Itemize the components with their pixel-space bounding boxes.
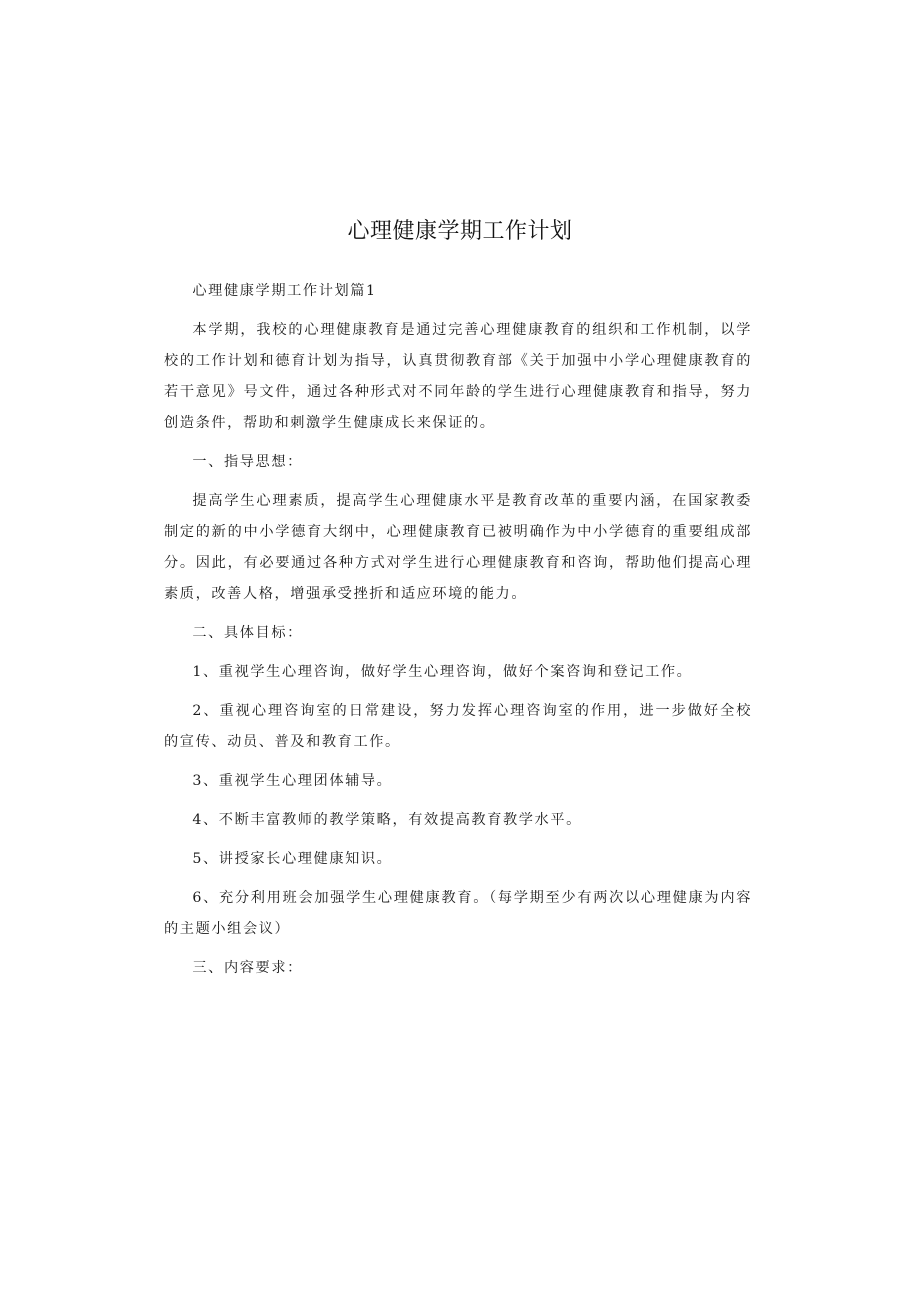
- heading-specific-goals: 二、具体目标：: [192, 625, 303, 641]
- guiding-principle-paragraph: 提高学生心理素质，提高学生心理健康水平是教育改革的重要内涵，在国家教委制定的新的中小学德育大纲中，心理健康教育已被明确作为中小学德育的重要组成部分。因此，有必要通过各种方式对学生进行心理健康教育和咨询，帮助他们提高心理素质，改善人格，增强承受挫折和适应环境的能力。: [164, 493, 752, 602]
- intro-paragraph: 本学期，我校的心理健康教育是通过完善心理健康教育的组织和工作机制，以学校的工作计划和德育计划为指导，认真贯彻教育部《关于加强中小学心理健康教育的若干意见》号文件，通过各种形式对不同年龄的学生进行心理健康教育和指导，努力创造条件，帮助和刺激学生健康成长来保证的。: [164, 322, 752, 431]
- goal-item-5: 5、讲授家长心理健康知识。: [192, 851, 393, 867]
- goal-item-4: 4、不断丰富教师的教学策略，有效提高教育教学水平。: [192, 812, 582, 828]
- document-body: [164, 276, 752, 992]
- heading-guiding-principle: 一、指导思想：: [192, 454, 303, 470]
- heading-content-requirements: 三、内容要求：: [192, 960, 303, 976]
- goal-item-6: 6、充分利用班会加强学生心理健康教育。（每学期至少有两次以心理健康为内容的主题小组会议）: [164, 890, 752, 937]
- goal-item-3: 3、重视学生心理团体辅导。: [192, 773, 393, 789]
- section-subtitle: 心理健康学期工作计划篇1: [192, 283, 377, 299]
- document-title: 心理健康学期工作计划: [347, 219, 573, 244]
- goal-item-1: 1、重视学生心理咨询，做好学生心理咨询，做好个案咨询和登记工作。: [192, 664, 693, 680]
- goal-item-2: 2、重视心理咨询室的日常建设，努力发挥心理咨询室的作用，进一步做好全校的宣传、动员、普及和教育工作。: [164, 703, 752, 750]
